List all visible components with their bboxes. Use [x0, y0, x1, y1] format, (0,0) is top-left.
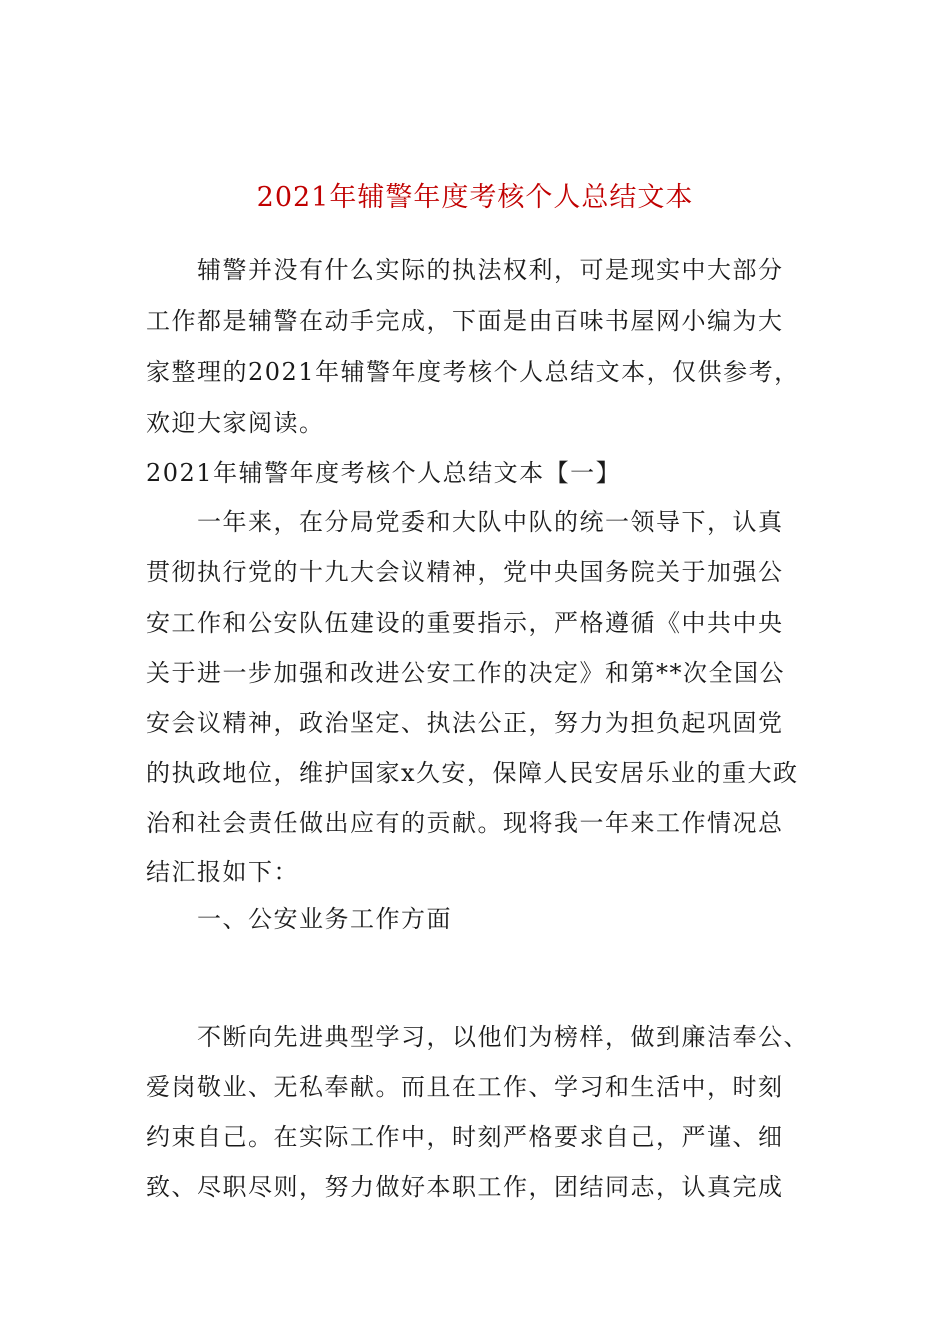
text-line: 欢迎大家阅读。 [146, 409, 325, 437]
text-line: 约束自己。在实际工作中，时刻严格要求自己，严谨、细 [146, 1123, 784, 1151]
text-line: 致、尽职尽则，努力做好本职工作，团结同志，认真完成 [146, 1173, 784, 1201]
section-heading: 2021年辅警年度考核个人总结文本【一】 [146, 459, 622, 487]
subsection-heading: 一、公安业务工作方面 [146, 905, 452, 933]
text-line: 结汇报如下： [146, 858, 299, 886]
document-title: 2021年辅警年度考核个人总结文本 [256, 182, 694, 213]
text-line: 不断向先进典型学习，以他们为榜样，做到廉洁奉公、 [146, 1023, 809, 1051]
text-line: 安工作和公安队伍建设的重要指示，严格遵循《中共中央 [146, 609, 784, 637]
text-line: 的执政地位，维护国家x久安，保障人民安居乐业的重大政 [146, 759, 799, 787]
text-line: 治和社会责任做出应有的贡献。现将我一年来工作情况总 [146, 809, 784, 837]
text-line: 一年来，在分局党委和大队中队的统一领导下，认真 [146, 508, 784, 536]
text-line: 贯彻执行党的十九大会议精神，党中央国务院关于加强公 [146, 558, 784, 586]
text-line: 爱岗敬业、无私奉献。而且在工作、学习和生活中，时刻 [146, 1073, 784, 1101]
text-line: 安会议精神，政治坚定、执法公正，努力为担负起巩固党 [146, 709, 784, 737]
text-line: 工作都是辅警在动手完成，下面是由百味书屋网小编为大 [146, 307, 784, 335]
text-line: 辅警并没有什么实际的执法权利，可是现实中大部分 [146, 256, 784, 284]
text-line: 家整理的2021年辅警年度考核个人总结文本，仅供参考， [146, 358, 800, 386]
text-line: 关于进一步加强和改进公安工作的决定》和第**次全国公 [146, 659, 785, 687]
